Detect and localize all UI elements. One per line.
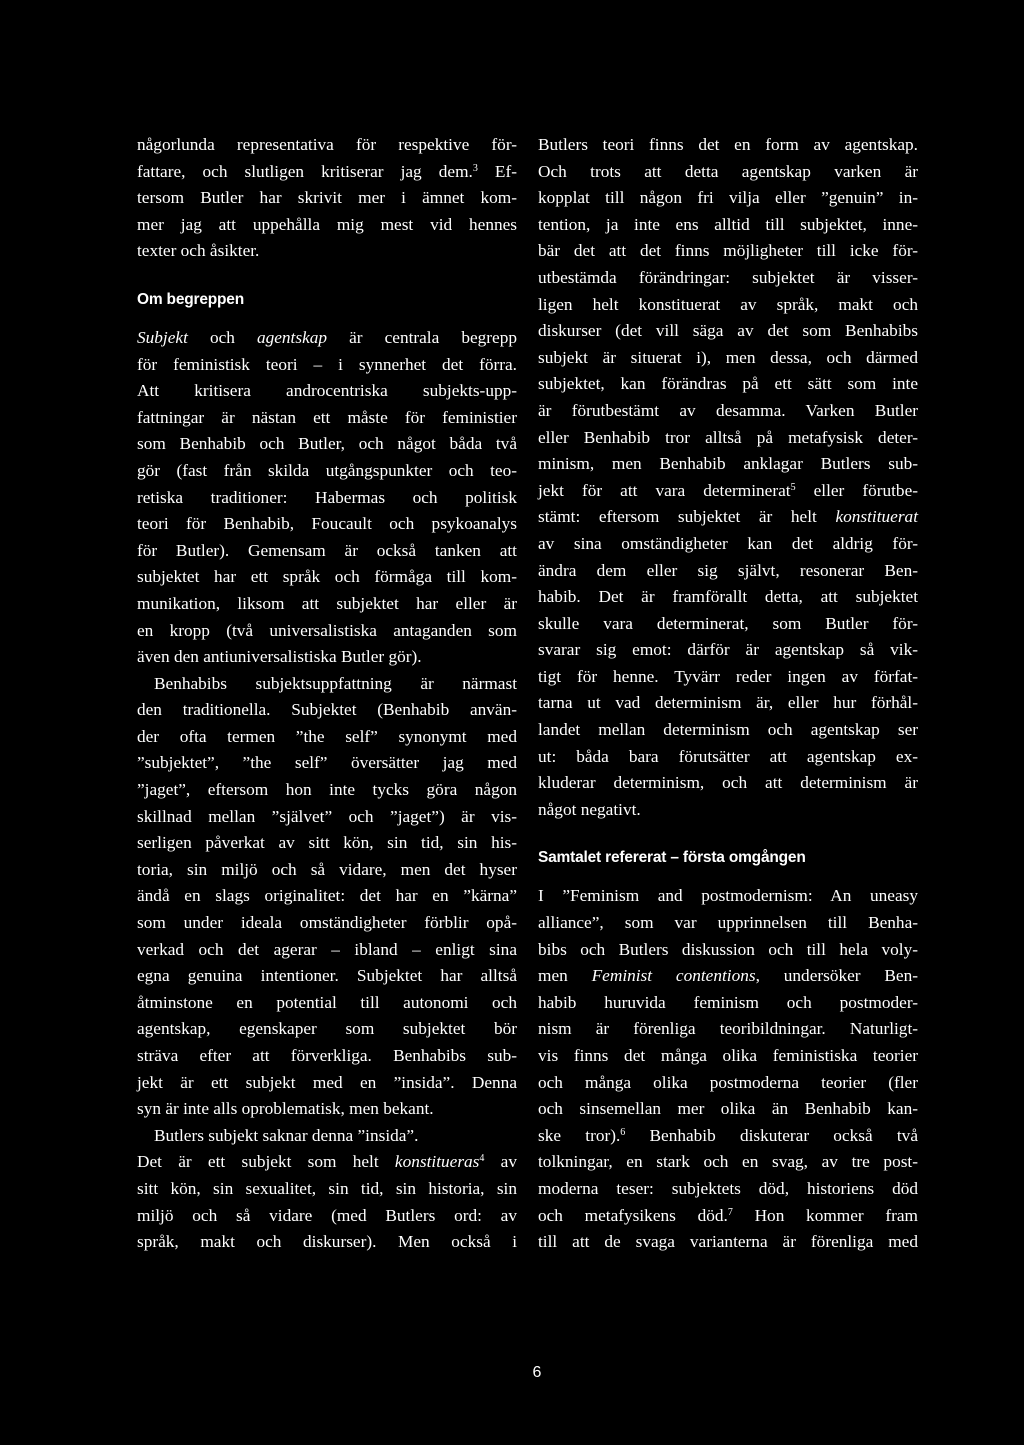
text-line bbox=[538, 504, 918, 531]
text-line: subjekt är situerat i), men dessa, och därmed bbox=[538, 347, 918, 367]
text-line: der ofta termen ”the self” synonymt med bbox=[137, 726, 517, 746]
spacer bbox=[538, 875, 918, 883]
text-line: den traditionella. Subjektet (Benhabib använ- bbox=[137, 700, 517, 720]
text-line bbox=[538, 1203, 918, 1230]
text-line: texter och åsikter. bbox=[137, 241, 260, 261]
text-line: vis finns det många olika feministiska teorier bbox=[538, 1046, 918, 1065]
text-span: Det är ett subjekt som helt bbox=[137, 1152, 395, 1172]
text-line: nism är förenliga teoribildningar. Naturligt- bbox=[538, 1019, 918, 1039]
footnote-ref: 5 bbox=[790, 481, 796, 493]
italic-term: Feminist contentions bbox=[591, 966, 756, 986]
italic-term: agentskap bbox=[256, 327, 328, 347]
text-span: Hon kommer fram bbox=[732, 1205, 918, 1225]
spacer bbox=[137, 317, 517, 325]
footnote-ref: 3 bbox=[472, 162, 478, 174]
text-line: subjektet, kan förändras på ett sätt som inte bbox=[538, 374, 918, 394]
text-line: Och trots att detta agentskap varken är bbox=[538, 161, 918, 181]
left-column bbox=[137, 132, 517, 1256]
text-line: en kropp (två universalistiska antaganden som bbox=[137, 620, 517, 640]
text-line: Butlers subjekt saknar denna ”insida”. bbox=[154, 1125, 419, 1145]
text-span: eller förutbe- bbox=[795, 480, 919, 500]
text-line: åtminstone en potential till autonomi och bbox=[137, 992, 517, 1012]
text-line: agentskap, egenskaper som subjektet bör bbox=[137, 1019, 517, 1039]
text-line: subjektet har ett språk och förmåga till kom- bbox=[137, 567, 517, 587]
text-line bbox=[538, 1123, 918, 1150]
text-line: av sina omständigheter kan det aldrig för- bbox=[538, 533, 918, 553]
text-line: som under ideala omständigheter förblir opå- bbox=[137, 913, 517, 933]
text-span: Benhabib diskuterar också två bbox=[625, 1125, 918, 1145]
text-line: bibs och Butlers diskussion och till hela voly- bbox=[538, 939, 918, 959]
text-line: för feministisk teori – i synnerhet det förra. bbox=[137, 354, 517, 374]
text-line: eller Benhabib tror alltså på metafysisk deter- bbox=[538, 427, 918, 447]
text-line: alliance”, som var upprinnelsen till Benha- bbox=[538, 913, 918, 933]
footnote-ref: 6 bbox=[620, 1126, 626, 1138]
text-line: är förutbestämt av desamma. Varken Butler bbox=[538, 400, 918, 420]
text-line: bär det att det finns möjligheter till icke för- bbox=[538, 241, 918, 261]
text-line: till att de svaga varianterna är förenliga med bbox=[538, 1232, 918, 1252]
text-line: teori för Benhabib, Foucault och psykoanalys bbox=[137, 514, 517, 534]
text-line: serligen påverkat av sitt kön, sin tid, sin his- bbox=[137, 833, 517, 853]
text-line: Att kritisera androcentriska subjekts-upp- bbox=[137, 381, 517, 401]
text-line: någorlunda representativa för respektive för- bbox=[137, 135, 517, 154]
text-line: mer jag att uppehålla mig mest vid hennes bbox=[137, 214, 517, 234]
text-line: toria, sin miljö och så vidare, men det hyser bbox=[137, 859, 517, 879]
text-line: språk, makt och diskurser). Men också i bbox=[137, 1232, 517, 1252]
text-line: för Butler). Gemensam är också tanken att bbox=[137, 540, 517, 560]
text-line: Butlers teori finns det en form av agentskap. bbox=[538, 135, 918, 154]
text-span: och metafysikens död. bbox=[538, 1205, 728, 1225]
text-line: skulle vara determinerat, som Butler för- bbox=[538, 613, 918, 633]
italic-term: konstituerat bbox=[835, 507, 918, 527]
text-line: miljö och så vidare (med Butlers ord: av bbox=[137, 1205, 517, 1225]
italic-term: Subjekt bbox=[137, 327, 188, 347]
text-span: och bbox=[187, 327, 257, 347]
text-line: landet mellan determinism och agentskap ser bbox=[538, 720, 918, 740]
text-line: sitt kön, sin sexualitet, sin tid, sin historia, sin bbox=[137, 1178, 517, 1198]
text-line bbox=[137, 325, 517, 352]
text-line: något negativt. bbox=[538, 799, 641, 819]
text-span: men bbox=[538, 966, 592, 986]
text-line: syn är inte alls oproblematisk, men bekant. bbox=[137, 1099, 434, 1119]
text-line: utbestämda förändringar: subjektet är visser- bbox=[538, 267, 918, 287]
text-line bbox=[538, 963, 918, 990]
text-line: tolkningar, en stark och en svag, av tre post- bbox=[538, 1152, 918, 1172]
section-heading: Om begreppen bbox=[137, 290, 244, 308]
text-line: svarar sig emot: därför är agentskap så vik- bbox=[538, 640, 918, 660]
text-line: ändra dem eller sig självt, resonerar Ben- bbox=[538, 560, 918, 580]
text-line: ändå en slags originalitet: det har en ”kärna” bbox=[137, 886, 517, 906]
text-span: är centrala begrepp bbox=[327, 327, 518, 347]
text-line: minism, men Benhabib anklagar Butlers sub- bbox=[538, 454, 918, 474]
text-line: ligen helt konstituerat av språk, makt och bbox=[538, 294, 918, 314]
text-line: skillnad mellan ”självet” och ”jaget”) är vis- bbox=[137, 806, 517, 826]
spacer bbox=[137, 265, 517, 283]
text-line: diskurser (det vill säga av det som Benhabibs bbox=[538, 321, 918, 341]
text-line: gör (fast från skilda utgångspunkter och teo- bbox=[137, 460, 517, 480]
text-line bbox=[538, 478, 918, 505]
text-line: ”subjektet”, ”the self” översätter jag med bbox=[137, 753, 517, 773]
text-span: stämt: eftersom subjektet är helt bbox=[538, 507, 836, 527]
text-line bbox=[137, 159, 517, 186]
text-line: kluderar determinism, och att determinism är bbox=[538, 773, 918, 793]
text-line: verkad och det agerar – ibland – enligt sina bbox=[137, 939, 517, 959]
text-line bbox=[137, 1149, 517, 1176]
right-column bbox=[538, 132, 918, 1256]
text-line: ”jaget”, eftersom hon inte tycks göra någon bbox=[137, 780, 517, 800]
text-line: habib. Det är framförallt detta, att subjektet bbox=[538, 587, 918, 607]
text-span: fattare, och slutligen kritiserar jag dem. bbox=[137, 161, 473, 181]
text-line: egna genuina intentioner. Subjektet har alltså bbox=[137, 966, 517, 986]
text-span: av bbox=[484, 1152, 517, 1172]
page-number: 6 bbox=[532, 1364, 542, 1381]
text-line: tention, ja inte ens alltid till subjektet, inne- bbox=[538, 214, 918, 234]
text-line: sträva efter att förverkliga. Benhabibs sub- bbox=[137, 1046, 517, 1065]
text-line: habib huruvida feminism och postmoder- bbox=[538, 992, 918, 1012]
text-line: och många olika postmoderna teorier (fler bbox=[538, 1072, 918, 1092]
section-heading: Samtalet refererat – första omgången bbox=[538, 849, 806, 867]
text-line: Benhabibs subjektsuppfattning är närmast bbox=[154, 673, 517, 693]
text-line: och sinsemellan mer olika än Benhabib kan- bbox=[538, 1099, 918, 1119]
text-span: ske tror). bbox=[538, 1125, 621, 1145]
text-line: ut: båda bara förutsätter att agentskap ex- bbox=[538, 746, 918, 766]
italic-term: konstitueras bbox=[394, 1152, 480, 1172]
text-line: även den antiuniversalistiska Butler gör). bbox=[137, 647, 422, 667]
text-span: jekt för att vara determinerat bbox=[538, 480, 791, 500]
spacer bbox=[538, 823, 918, 841]
text-line: jekt är ett subjekt med en ”insida”. Denna bbox=[137, 1072, 517, 1092]
footnote-ref: 7 bbox=[727, 1206, 733, 1218]
text-line: som Benhabib och Butler, och något båda två bbox=[137, 434, 517, 454]
text-line: retiska traditioner: Habermas och politisk bbox=[137, 487, 517, 507]
text-span: , undersöker Ben- bbox=[755, 966, 918, 986]
text-line: tigt för henne. Tyvärr reder ingen av förfat- bbox=[538, 666, 918, 686]
text-line: kopplat till någon fri vilja eller ”genuin” in- bbox=[538, 188, 918, 208]
text-line: tersom Butler har skrivit mer i ämnet kom- bbox=[137, 188, 517, 208]
text-line: munikation, liksom att subjektet har eller är bbox=[137, 593, 517, 613]
footnote-ref: 4 bbox=[479, 1153, 485, 1165]
text-line: moderna teser: subjektets död, historiens död bbox=[538, 1178, 918, 1198]
text-line: fattningar är nästan ett måste för feministier bbox=[137, 407, 517, 427]
text-span: Ef- bbox=[494, 161, 517, 181]
text-line: I ”Feminism and postmodernism: An uneasy bbox=[538, 886, 918, 906]
text-line: tarna ut vad determinism är, eller hur förhål- bbox=[538, 693, 918, 713]
